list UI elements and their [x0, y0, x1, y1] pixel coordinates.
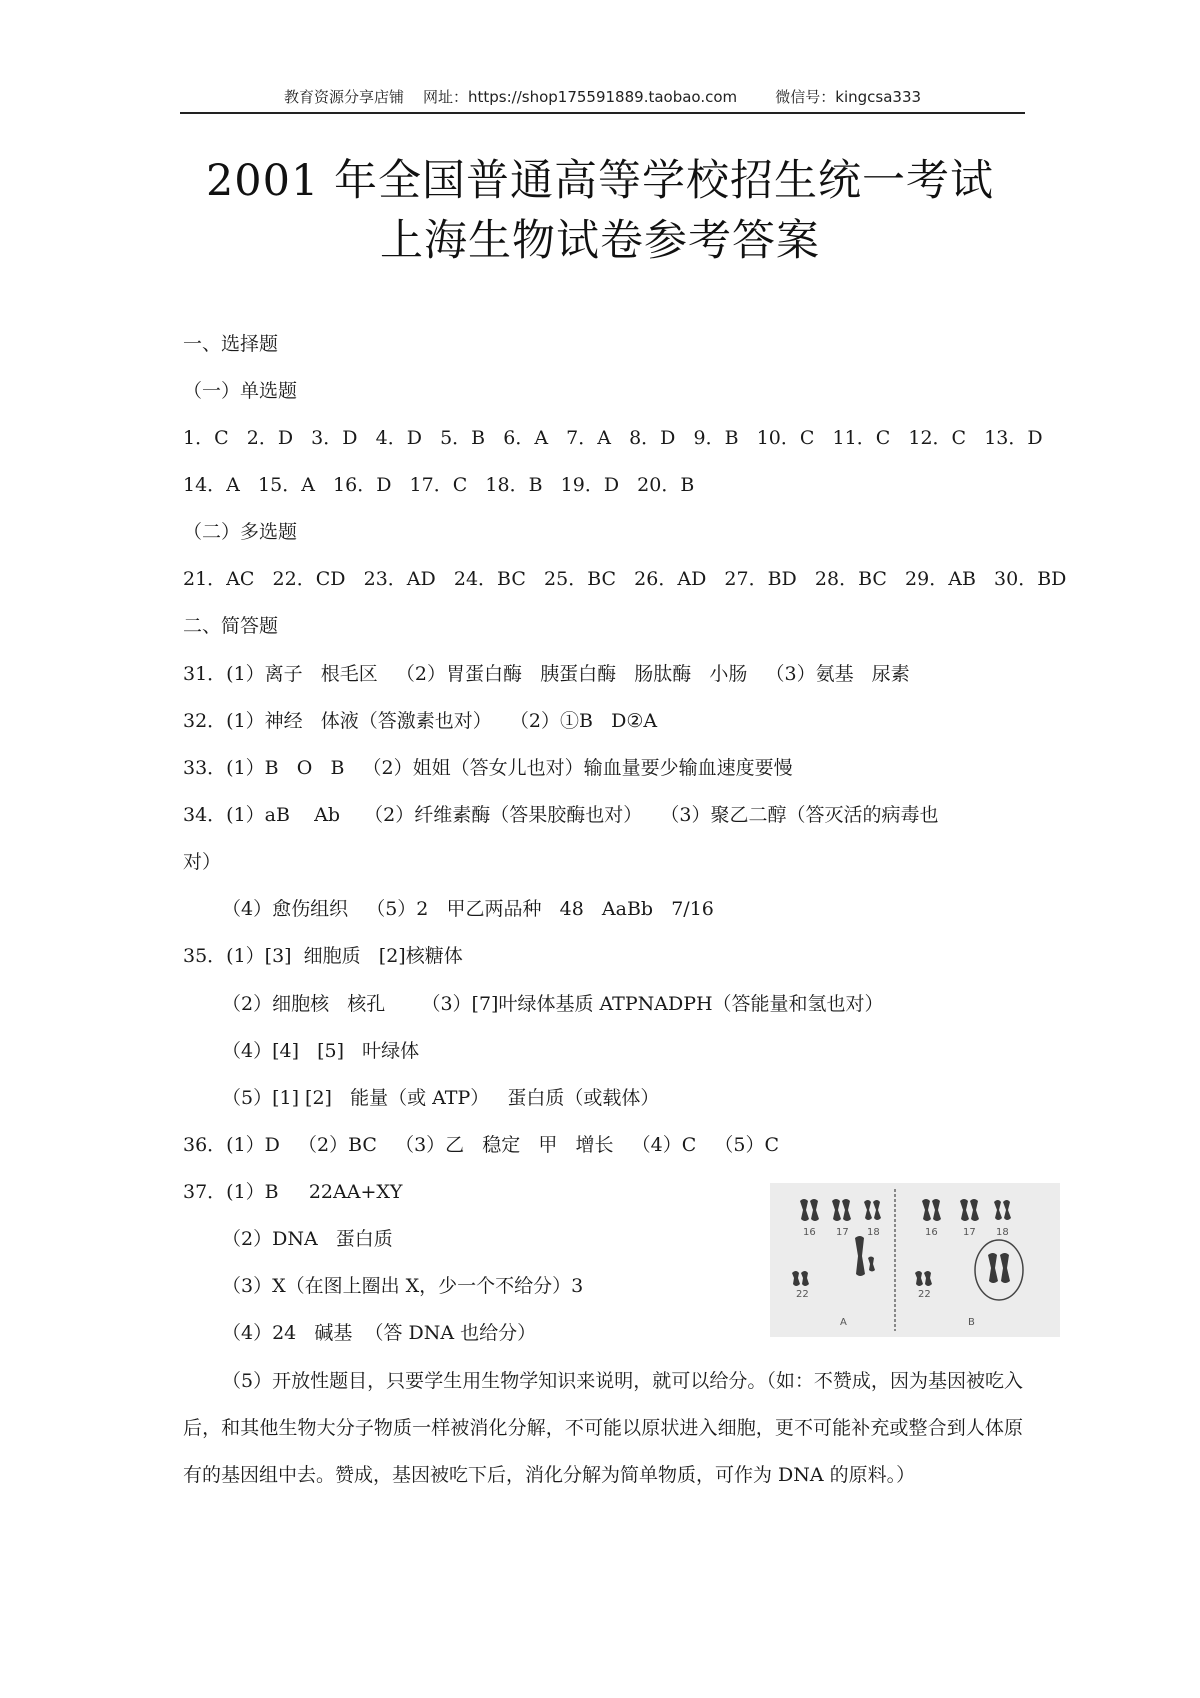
subsection-heading-multi: （二）多选题 [183, 521, 298, 543]
answer-34-part-4-5: （4）愈伤组织 （5）2 甲乙两品种 48 AaBb 7/16 [222, 898, 714, 920]
answer-35-part-5: （5）[1] [2] 能量（或 ATP） 蛋白质（或载体） [222, 1087, 660, 1109]
answer-row-1-13: 1．C 2．D 3．D 4．D 5．B 6．A 7．A 8．D 9．B 10．C 11．C 12．C 13．D [183, 427, 1043, 449]
answer-32: 32．(1）神经 体液（答激素也对） （2）①B D②A [183, 710, 658, 732]
answer-34-continued: 对） [183, 851, 222, 873]
page-header: 教育资源分享店铺 网址：https://shop175591889.taobao.com 微信号：kingcsa333 [180, 84, 1025, 114]
figure-label: 17 [963, 1227, 976, 1238]
section-heading-short-answer: 二、简答题 [183, 615, 279, 637]
figure-label: 22 [918, 1289, 931, 1300]
figure-label: 17 [836, 1227, 849, 1238]
section-heading-choice: 一、选择题 [183, 333, 279, 355]
figure-label: 18 [996, 1227, 1009, 1238]
answer-36: 36．(1）D （2）BC （3）乙 稳定 甲 增长 （4）C （5）C [183, 1134, 780, 1156]
document-title-line-2: 上海生物试卷参考答案 [380, 216, 820, 266]
figure-label: 18 [867, 1227, 880, 1238]
answer-33: 33．(1）B O B （2）姐姐（答女儿也对）输血量要少输血速度要慢 [183, 757, 793, 779]
answer-35-part-2-3: （2）细胞核 核孔 （3）[7]叶绿体基质 ATPNADPH（答能量和氢也对） [222, 993, 884, 1015]
answer-37-part-2: （2）DNA 蛋白质 [222, 1228, 393, 1250]
figure-label-a: A [840, 1317, 847, 1328]
answer-37-part-3: （3）X（在图上圈出 X，少一个不给分）3 [222, 1275, 584, 1297]
figure-label: 22 [796, 1289, 809, 1300]
answer-row-14-20: 14．A 15．A 16．D 17．C 18．B 19．D 20．B [183, 474, 695, 496]
figure-label: 16 [803, 1227, 816, 1238]
answer-31: 31．(1）离子 根毛区 （2）胃蛋白酶 胰蛋白酶 肠肽酶 小肠 （3）氨基 尿素 [183, 663, 910, 685]
answer-37-part-4: （4）24 碱基 （答 DNA 也给分） [222, 1322, 537, 1344]
subsection-heading-single: （一）单选题 [183, 380, 298, 402]
figure-label-b: B [968, 1317, 975, 1328]
document-title-line-1: 2001 年全国普通高等学校招生统一考试 [205, 156, 995, 206]
answer-37-part-5-paragraph: （5）开放性题目，只要学生用生物学知识来说明，就可以给分。（如：不赞成，因为基因被吃入后，和其他生物大分子物质一样被消化分解，不可能以原状进入细胞，更不可能补充或整合到人体原有的基因组中去。赞成，基因被吃下后，消化分解为简单物质，可作为 DNA 的原料。） [183, 1370, 1023, 1486]
karyotype-figure [770, 1183, 1060, 1337]
answer-row-21-30: 21．AC 22．CD 23．AD 24．BC 25．BC 26．AD 27．BD 28．BC 29．AB 30．BD [183, 568, 1067, 590]
answer-37: 37．(1）B 22AA+XY [183, 1181, 403, 1203]
answer-34: 34．(1）aB Ab （2）纤维素酶（答果胶酶也对） （3）聚乙二醇（答灭活的病毒也 [183, 804, 939, 826]
answer-35-part-4: （4）[4] [5] 叶绿体 [222, 1040, 420, 1062]
figure-label: 16 [925, 1227, 938, 1238]
answer-35: 35．(1）[3] 细胞质 [2]核糖体 [183, 945, 463, 967]
